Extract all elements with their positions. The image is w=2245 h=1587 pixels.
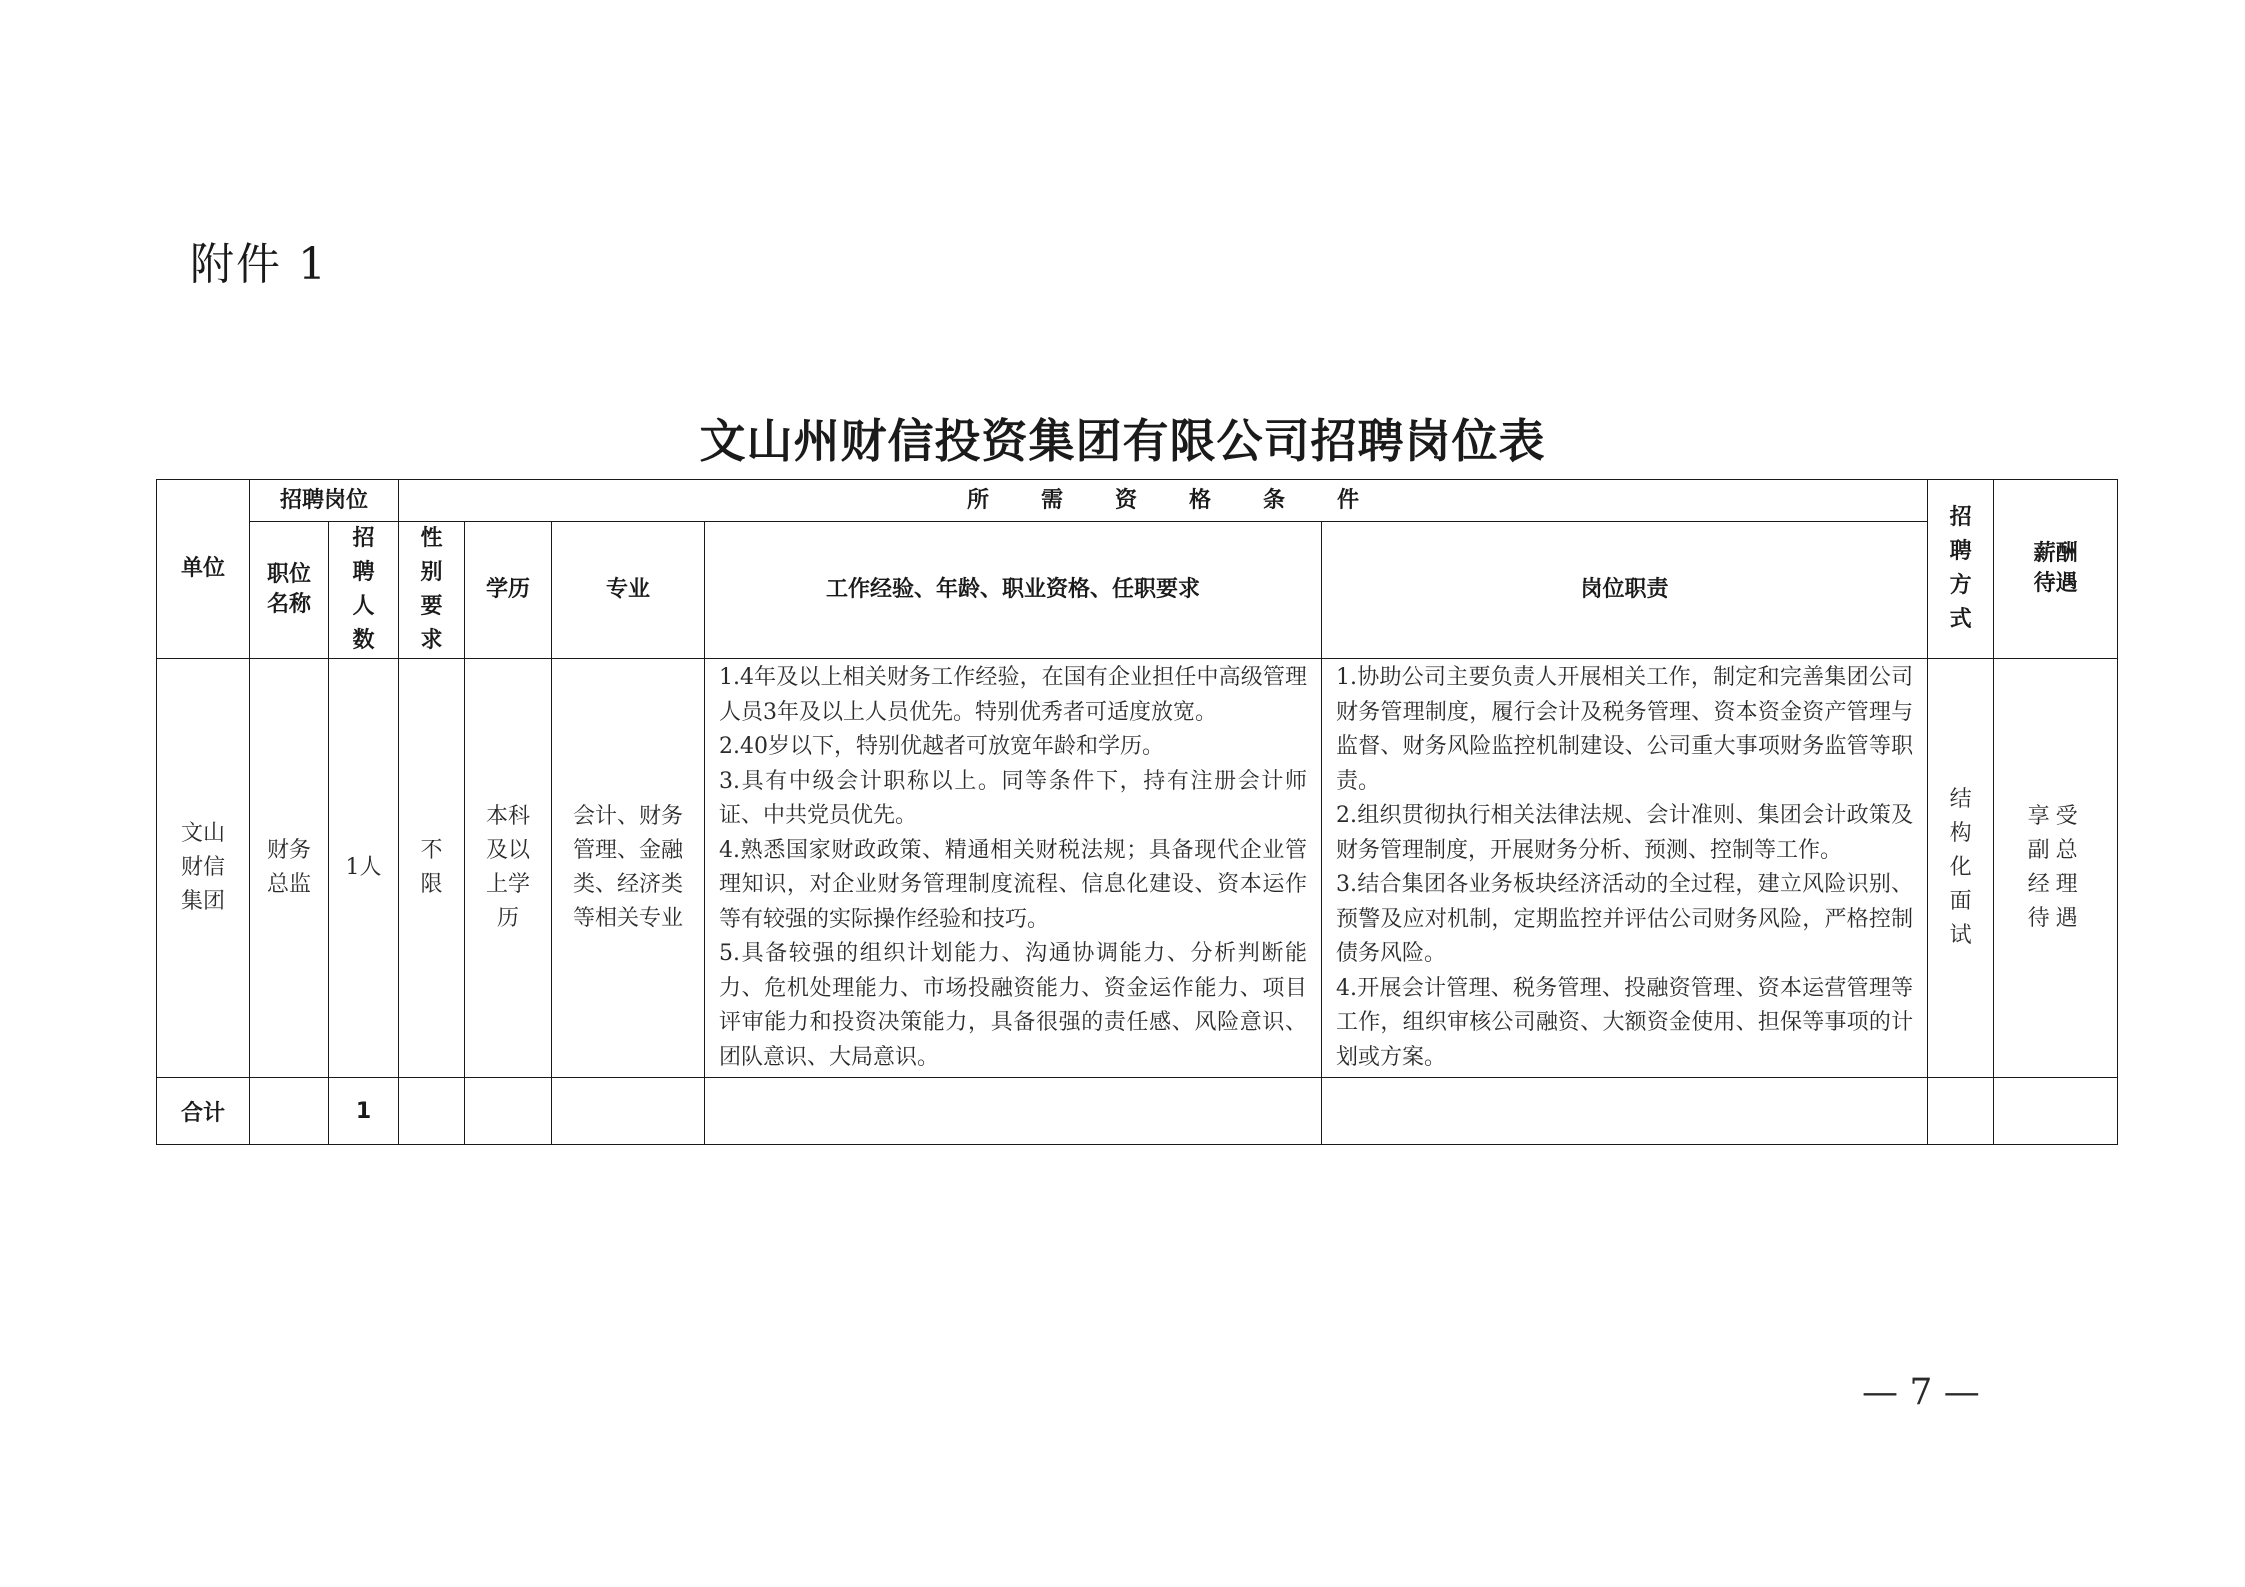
duty-item: 1.协助公司主要负责人开展相关工作，制定和完善集团公司财务管理制度，履行会计及税务管理、资本资金资产管理与监督、财务风险监控机制建设、公司重大事项财务监管等职责。 <box>1336 665 1914 794</box>
header-gender-cell <box>399 522 465 659</box>
duties-cell <box>1322 659 1928 1078</box>
requirement-item: 3.具有中级会计职称以上。同等条件下，持有注册会计师证、中共党员优先。 <box>719 768 1308 828</box>
count-value: 1人 <box>329 659 399 1078</box>
header-row-2 <box>157 522 2118 659</box>
duty-item: 3.结合集团各业务板块经济活动的全过程，建立风险识别、预警及应对机制，定期监控并评估公司财务风险，严格控制债务风险。 <box>1336 872 1914 966</box>
total-empty <box>1322 1078 1928 1145</box>
method-cell <box>1928 659 1994 1078</box>
page-title: 文山州财信投资集团有限公司招聘岗位表 <box>699 414 1546 468</box>
total-empty <box>1994 1078 2118 1145</box>
unit-name: 文山财信集团 <box>180 821 225 914</box>
header-qualifications: 所需资格条件 <box>399 480 1928 522</box>
recruitment-table <box>156 479 2118 1145</box>
gender-value: 不限 <box>420 838 443 897</box>
attachment-label: 附件 1 <box>190 239 328 290</box>
header-method: 招聘方式 <box>1949 505 1972 632</box>
total-count: 1 <box>329 1078 399 1145</box>
requirement-item: 5.具备较强的组织计划能力、沟通协调能力、分析判断能力、危机处理能力、市场投融资能力、资金运作能力、项目评审能力和投资决策能力，具备很强的责任感、风险意识、团队意识、大局意识。 <box>719 941 1308 1070</box>
header-education: 学历 <box>465 522 552 659</box>
total-empty <box>1928 1078 1994 1145</box>
salary-value: 享受副总经理待遇 <box>2027 804 2084 931</box>
header-duties: 岗位职责 <box>1322 522 1928 659</box>
total-empty <box>552 1078 705 1145</box>
header-gender: 性别要求 <box>420 526 443 653</box>
header-salary-cell <box>1994 480 2118 659</box>
header-experience: 工作经验、年龄、职业资格、任职要求 <box>705 522 1322 659</box>
requirement-item: 4.熟悉国家财政政策、精通相关财税法规；具备现代企业管理知识，对企业财务管理制度流程、信息化建设、资本运作等有较强的实际操作经验和技巧。 <box>719 837 1308 932</box>
header-major: 专业 <box>552 522 705 659</box>
header-salary: 薪酬待遇 <box>2033 541 2078 596</box>
major-value: 会计、财务管理、金融类、经济类等相关专业 <box>573 804 684 931</box>
total-empty <box>399 1078 465 1145</box>
duty-item: 2.组织贯彻执行相关法律法规、会计准则、集团会计政策及财务管理制度，开展财务分析、预测、控制等工作。 <box>1336 803 1914 863</box>
header-recruit-count-cell <box>329 522 399 659</box>
gender-cell <box>399 659 465 1078</box>
requirement-item: 1.4年及以上相关财务工作经验，在国有企业担任中高级管理人员3年及以上人员优先。特别优秀者可适度放宽。 <box>719 665 1308 725</box>
total-row <box>157 1078 2118 1145</box>
page-number: — 7 — <box>1862 1372 1980 1413</box>
header-recruit-count: 招聘人数 <box>352 526 375 653</box>
header-method-cell <box>1928 480 1994 659</box>
header-row-1 <box>157 480 2118 522</box>
total-empty <box>465 1078 552 1145</box>
header-recruit-position: 招聘岗位 <box>250 480 399 522</box>
unit-cell <box>157 659 250 1078</box>
requirements-cell <box>705 659 1322 1078</box>
method-value: 结构化面试 <box>1949 787 1972 948</box>
education-value: 本科及以上学历 <box>486 804 531 931</box>
table-row <box>157 659 2118 1078</box>
education-cell <box>465 659 552 1078</box>
duty-item: 4.开展会计管理、税务管理、投融资管理、资本运营管理等工作，组织审核公司融资、大额资金使用、担保等事项的计划或方案。 <box>1336 975 1914 1070</box>
major-cell <box>552 659 705 1078</box>
requirement-item: 2.40岁以下，特别优越者可放宽年龄和学历。 <box>719 734 1165 759</box>
position-name: 财务总监 <box>266 838 311 897</box>
header-position-name-cell <box>250 522 329 659</box>
header-position-name: 职位名称 <box>266 562 311 617</box>
position-cell <box>250 659 329 1078</box>
salary-cell <box>1994 659 2118 1078</box>
total-empty <box>705 1078 1322 1145</box>
total-label: 合计 <box>157 1078 250 1145</box>
total-empty <box>250 1078 329 1145</box>
header-unit: 单位 <box>157 480 250 659</box>
